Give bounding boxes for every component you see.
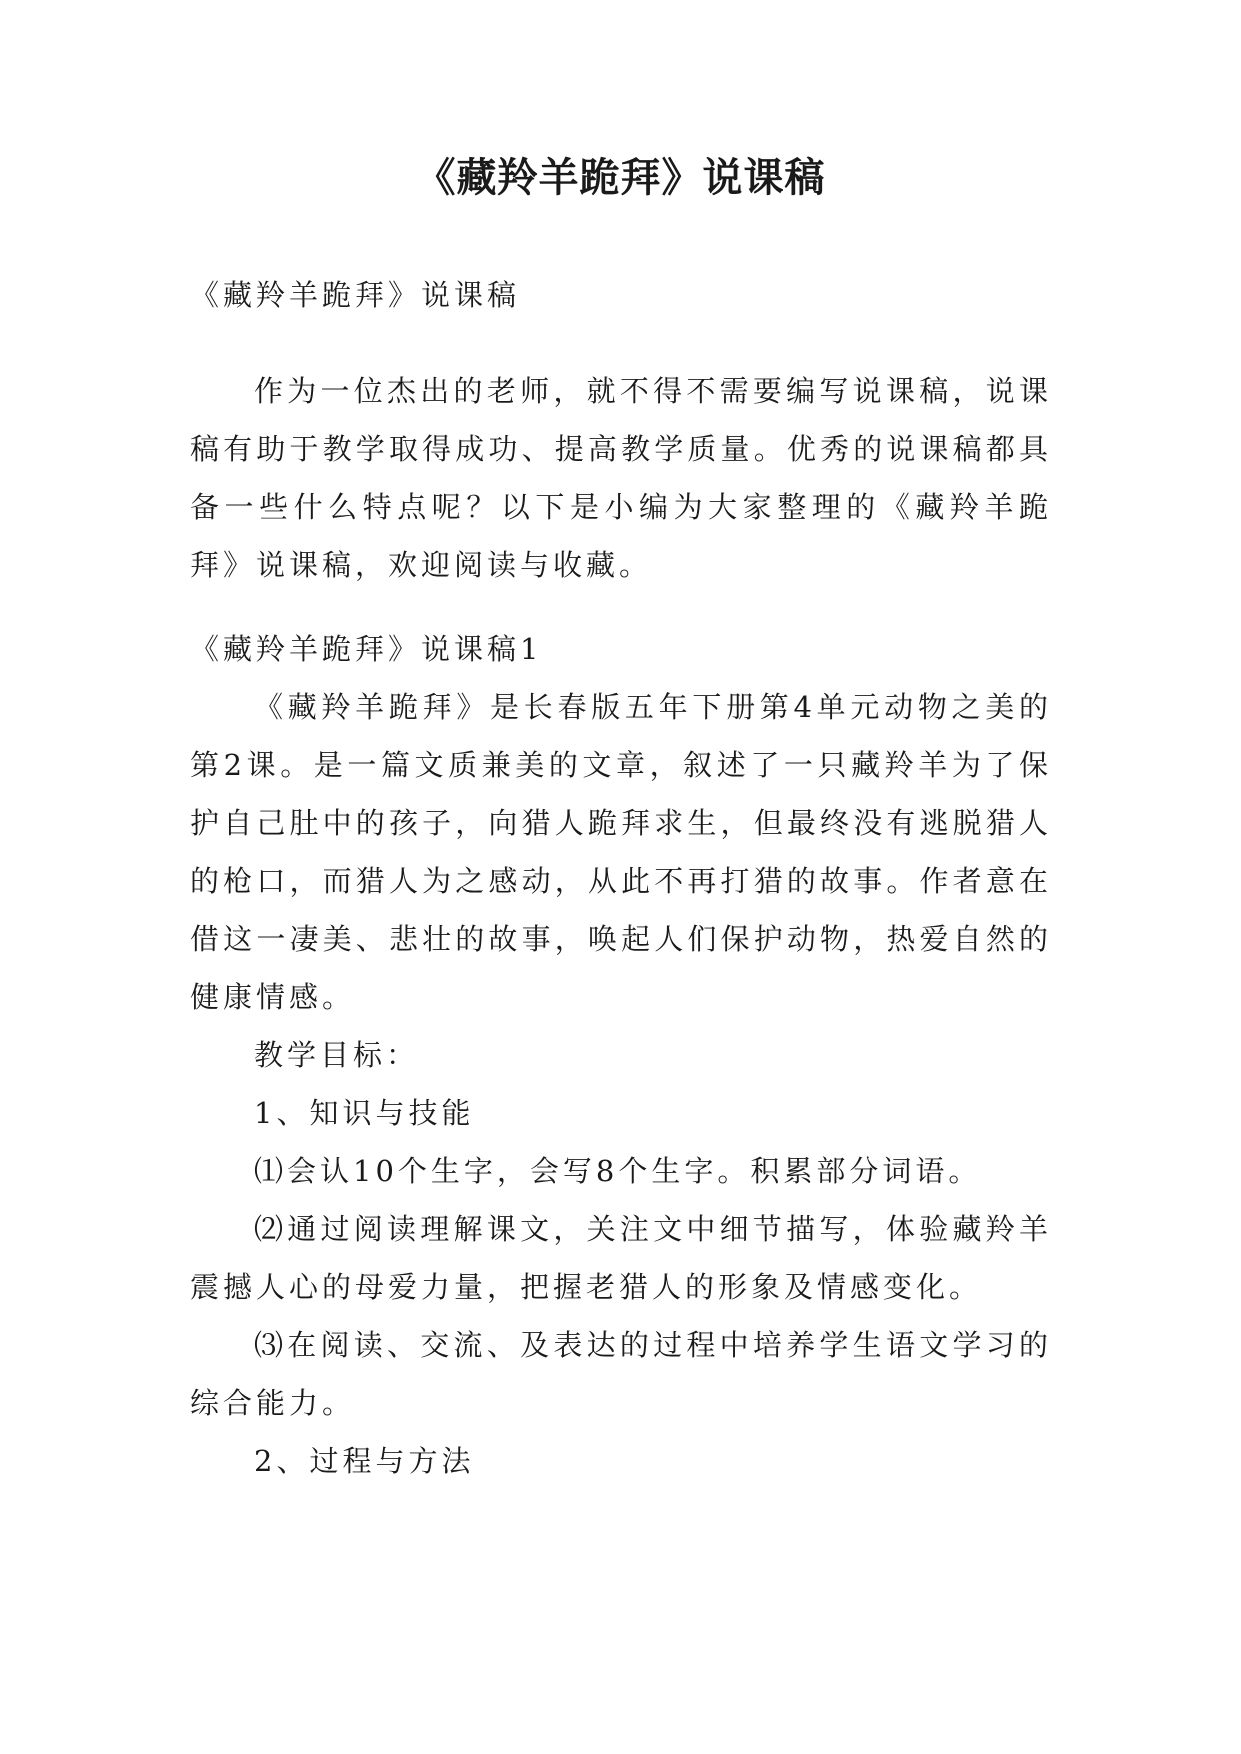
section-heading: 《藏羚羊跪拜》说课稿1 bbox=[190, 632, 543, 666]
document-subtitle: 《藏羚羊跪拜》说课稿 bbox=[190, 278, 521, 312]
intro-paragraph: 作为一位杰出的老师，就不得不需要编写说课稿，说课稿有助于教学取得成功、提高教学质量。优秀的说课稿都具备一些什么特点呢？以下是小编为大家整理的《藏羚羊跪拜》说课稿，欢迎阅读与收藏。 bbox=[190, 374, 1052, 582]
body-paragraph: 1、知识与技能 bbox=[254, 1096, 475, 1130]
intro-block bbox=[190, 362, 1052, 594]
document-title: 《藏羚羊跪拜》说课稿 bbox=[415, 154, 826, 201]
body-paragraph: 《藏羚羊跪拜》是长春版五年下册第4单元动物之美的第2课。是一篇文质兼美的文章，叙述了一只藏羚羊为了保护自己肚中的孩子，向猎人跪拜求生，但最终没有逃脱猎人的枪口，而猎人为之感动，从此不再打猎的故事。作者意在借这一凄美、悲壮的故事，唤起人们保护动物，热爱自然的健康情感。 bbox=[190, 690, 1052, 1014]
body-paragraph: ⑵通过阅读理解课文，关注文中细节描写，体验藏羚羊震撼人心的母爱力量，把握老猎人的形象及情感变化。 bbox=[190, 1212, 1052, 1304]
subtitle-block bbox=[190, 266, 1052, 324]
body-paragraph: ⑴会认10个生字，会写8个生字。积累部分词语。 bbox=[254, 1154, 982, 1188]
section-block bbox=[190, 620, 1052, 1490]
body-paragraph: 教学目标： bbox=[254, 1038, 420, 1072]
body-paragraph: ⑶在阅读、交流、及表达的过程中培养学生语文学习的综合能力。 bbox=[190, 1328, 1052, 1420]
body-paragraph: 2、过程与方法 bbox=[254, 1444, 475, 1478]
